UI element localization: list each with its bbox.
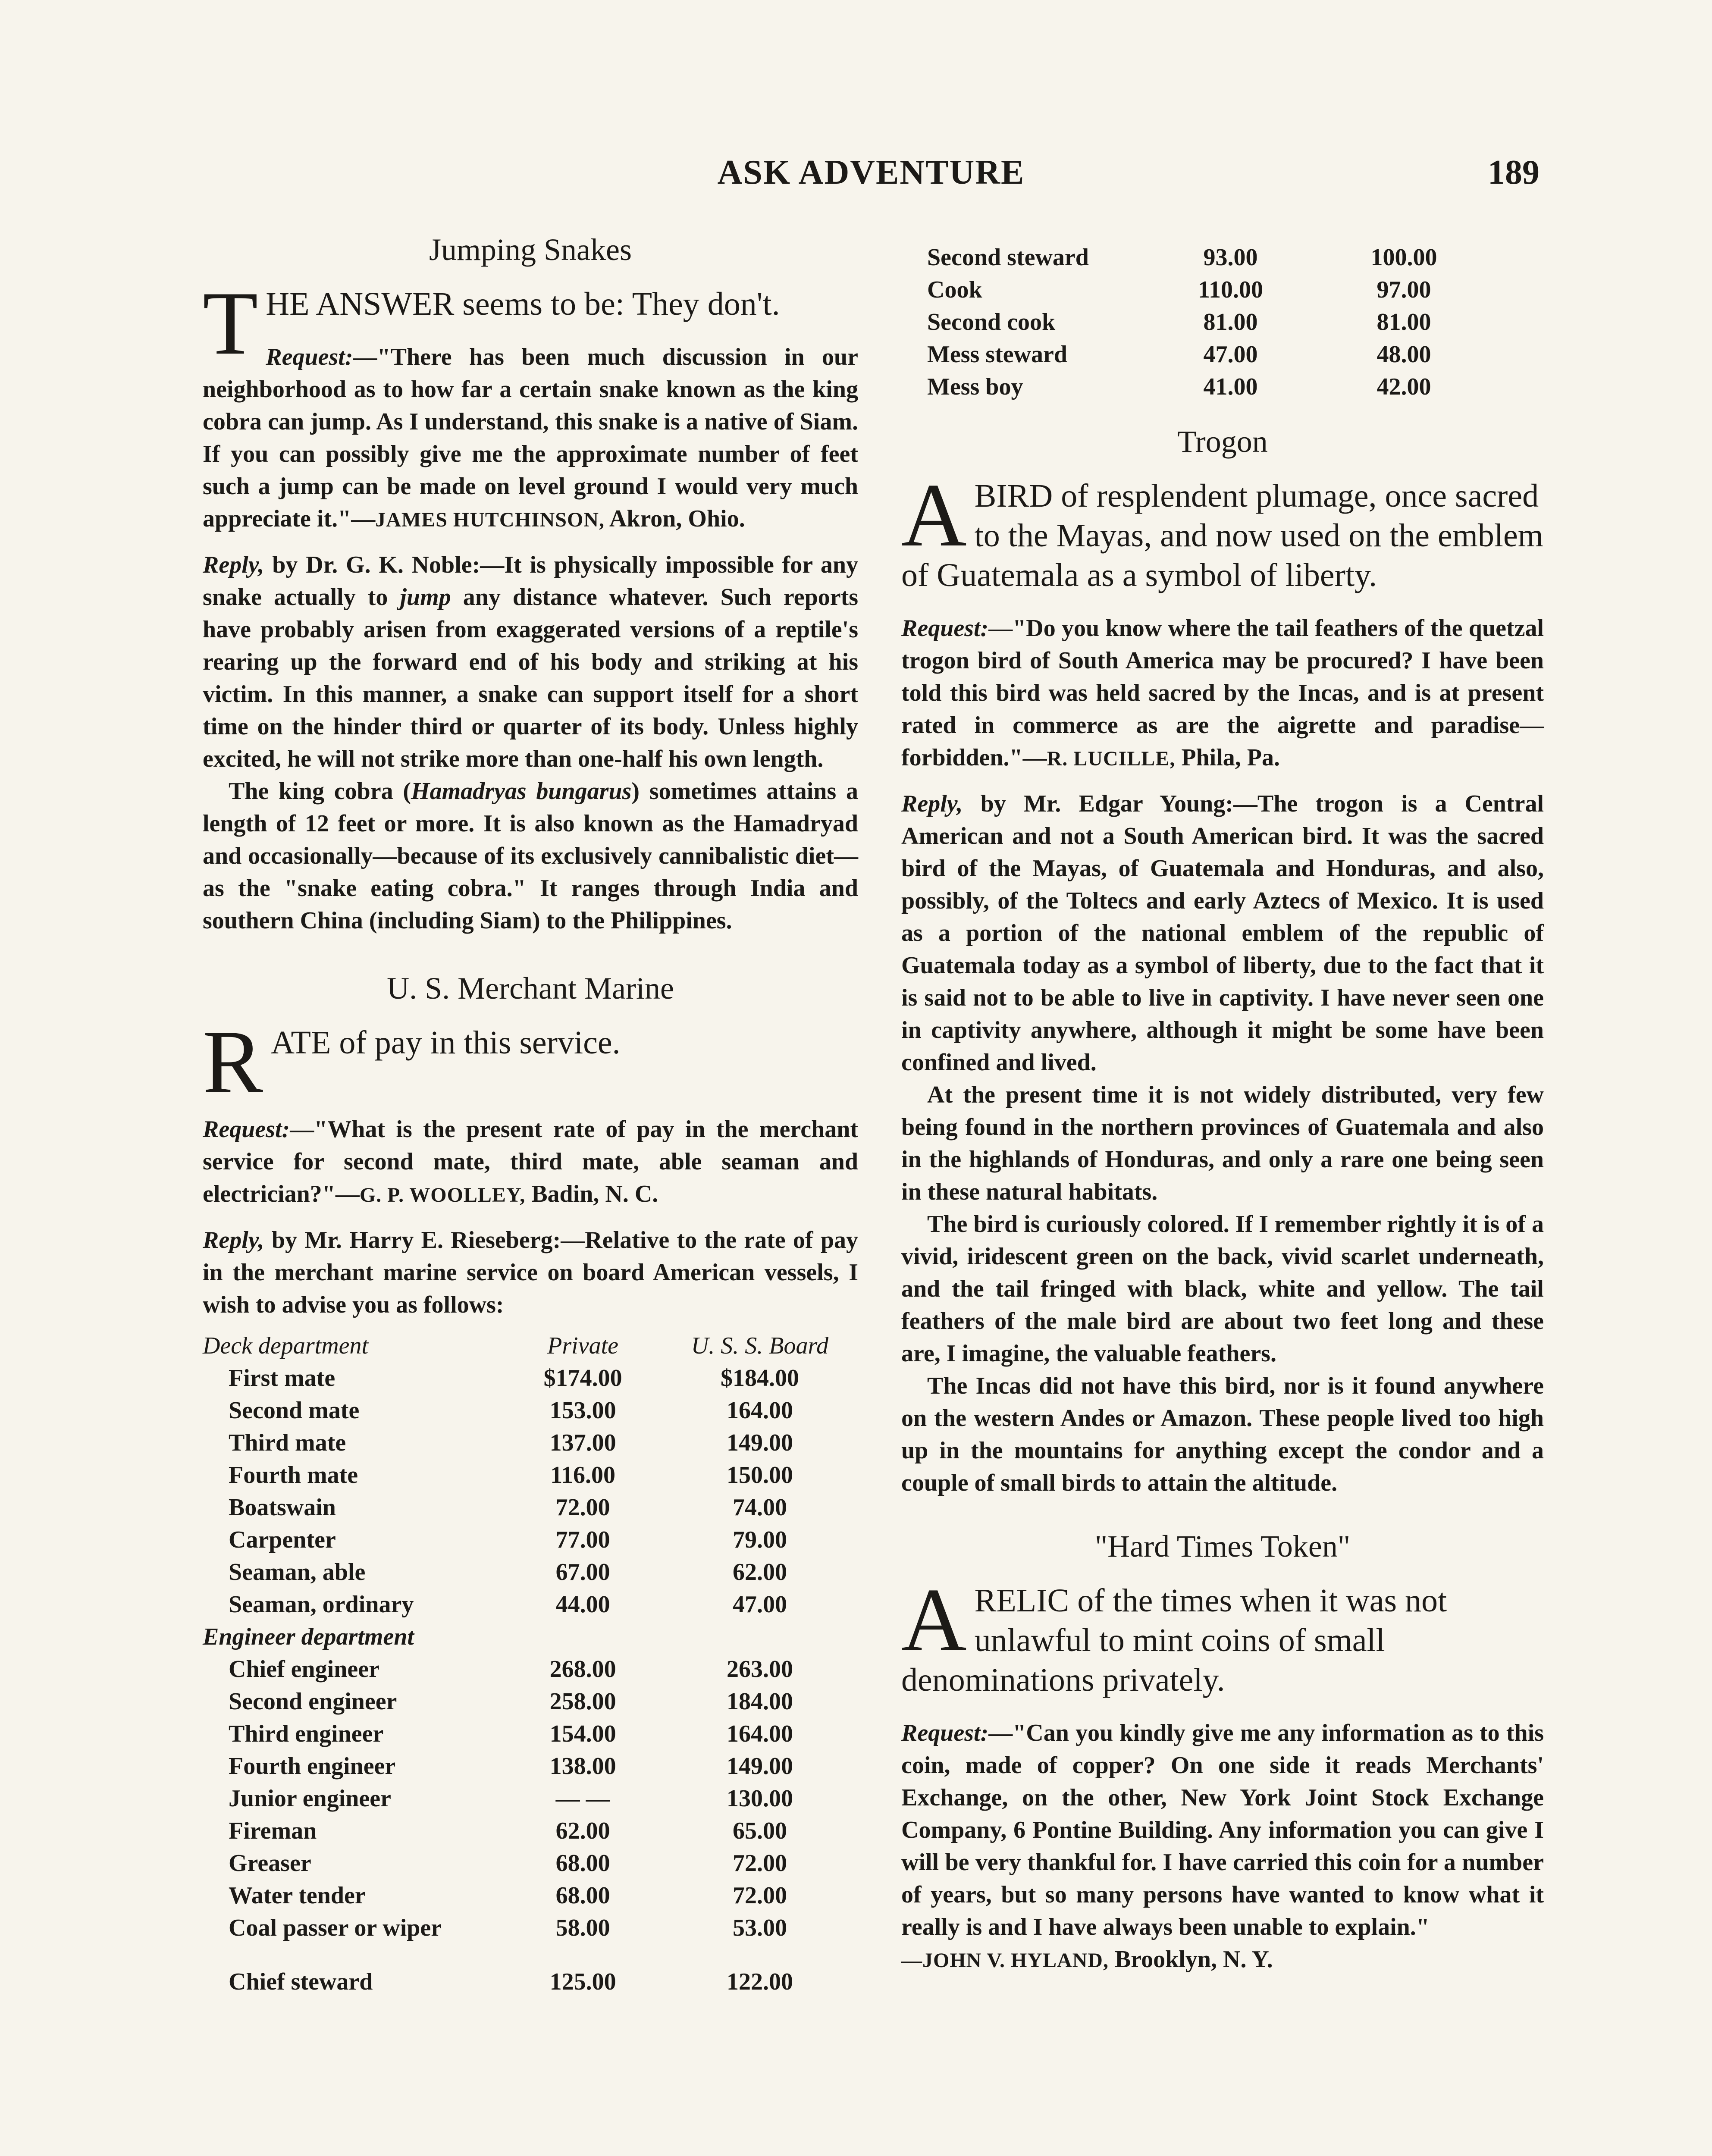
position-cell: First mate: [229, 1365, 336, 1392]
section-heading: U. S. Merchant Marine: [387, 971, 674, 1006]
lead-text: ATE of pay in this service.: [271, 1025, 621, 1061]
table-row: [927, 371, 1505, 403]
private-pay-cell: 268.00: [549, 1656, 616, 1683]
table-row: [203, 1966, 858, 1998]
table-header-row: [203, 1330, 858, 1362]
drop-cap: R: [203, 1012, 263, 1112]
table-row: [203, 1718, 858, 1750]
reply-text: by Mr. Harry E. Rieseberg:—Relative to the rate of pay in the merchant marine service on board American vessels, I wish to advise you as follows:: [203, 1227, 858, 1319]
column-header: Private: [547, 1332, 618, 1360]
private-pay-cell: 138.00: [549, 1753, 616, 1780]
position-cell: Carpenter: [229, 1526, 336, 1554]
table-row: [203, 1362, 858, 1395]
request-text: —"Do you know where the tail feathers of the quetzal trogon bird of South America may be procured? I have been told this bird was held sacred by the Incas, and is at present rated in commerce as are the aigrette and paradise—forbidden."—: [901, 615, 1544, 771]
table-row: [203, 1815, 858, 1847]
position-cell: Mess steward: [927, 341, 1068, 368]
body-paragraph: [203, 775, 858, 937]
request-place: Phila, Pa.: [1181, 744, 1280, 771]
private-pay-cell: 44.00: [555, 1591, 610, 1618]
reply-label: Reply,: [203, 1227, 264, 1254]
board-pay-cell: 100.00: [1370, 244, 1437, 271]
para-text: The king cobra (: [229, 778, 411, 805]
request-text: —"What is the present rate of pay in the merchant service for second mate, third mate, able seaman and electrician?"—: [203, 1116, 858, 1208]
right-column: [901, 241, 1544, 2002]
request-place: Badin, N. C.: [531, 1181, 658, 1208]
column-header: Deck department: [203, 1332, 369, 1360]
position-cell: Second engineer: [229, 1688, 397, 1715]
table-row: [203, 1395, 858, 1427]
drop-cap: A: [901, 465, 967, 566]
private-pay-cell: 68.00: [555, 1850, 610, 1877]
lead-paragraph: [901, 1570, 1544, 1700]
position-cell: Coal passer or wiper: [229, 1915, 442, 1942]
body-paragraph: The bird is curiously colored. If I remember rightly it is of a vivid, iridescent green on the back, vivid scarlet underneath, and the tail fringed with black, white and yellow. The tail feathers of the male bird are about two feet long and these are, I imagine, the valuable feathers.: [901, 1211, 1544, 1367]
board-pay-cell: 42.00: [1376, 373, 1431, 400]
position-cell: Fourth engineer: [229, 1753, 396, 1780]
table-row: [927, 306, 1505, 338]
private-pay-cell: 41.00: [1203, 373, 1258, 400]
private-pay-cell: 154.00: [549, 1720, 616, 1748]
position-cell: Cook: [927, 276, 982, 303]
request-signature: G. P. WOOLLEY,: [359, 1184, 526, 1207]
board-pay-cell: 97.00: [1376, 276, 1431, 303]
private-pay-cell: 62.00: [555, 1818, 610, 1845]
lead-text: RELIC of the times when it was not unlawful to mint coins of small denominations privately.: [901, 1583, 1447, 1698]
position-cell: Mess boy: [927, 373, 1023, 400]
board-pay-cell: 65.00: [732, 1818, 787, 1845]
position-cell: Seaman, ordinary: [229, 1591, 414, 1618]
position-cell: Chief engineer: [229, 1656, 379, 1683]
board-pay-cell: 53.00: [732, 1915, 787, 1942]
private-pay-cell: 116.00: [550, 1462, 616, 1489]
lead-text: BIRD of resplendent plumage, once sacred to the Mayas, and now used on the emblem of Guatemala as a symbol of liberty.: [901, 478, 1543, 594]
board-pay-cell: 164.00: [726, 1720, 793, 1748]
board-pay-cell: 164.00: [726, 1397, 793, 1424]
position-cell: Junior engineer: [229, 1785, 391, 1812]
section-heading: Trogon: [1177, 424, 1268, 459]
signature-line: [901, 1943, 1544, 1977]
request-label: Request:: [266, 344, 353, 371]
board-pay-cell: 184.00: [726, 1688, 793, 1715]
request-signature: —JOHN V. HYLAND,: [901, 1949, 1109, 1972]
table-row: [203, 1880, 858, 1912]
table-row: [203, 1912, 858, 1944]
reply-text-1: by Dr. G. K. Noble:—It is physically impossible for any snake actually to: [203, 552, 858, 611]
table-row: [203, 1750, 858, 1783]
table-row: [203, 1459, 858, 1492]
reply-paragraph: [203, 549, 858, 775]
section-hard-times-token: [901, 1529, 1544, 1977]
request-label: Request:: [901, 1720, 989, 1747]
section-trogon: [901, 425, 1544, 1499]
private-pay-cell: 67.00: [555, 1559, 610, 1586]
engineer-rows: [203, 1653, 858, 1944]
position-cell: Boatswain: [229, 1494, 336, 1521]
request-label: Request:: [203, 1116, 290, 1143]
board-pay-cell: 263.00: [726, 1656, 793, 1683]
table-row: [203, 1783, 858, 1815]
private-pay-cell: — —: [555, 1785, 610, 1812]
request-paragraph: [901, 612, 1544, 775]
private-pay-cell: 68.00: [555, 1882, 610, 1909]
table-row: [927, 274, 1505, 306]
table-row: [203, 1492, 858, 1524]
department-label: Engineer department: [203, 1623, 414, 1651]
board-pay-cell: 149.00: [726, 1753, 793, 1780]
drop-cap: A: [901, 1570, 967, 1670]
request-paragraph: [203, 1113, 858, 1211]
board-pay-cell: 74.00: [732, 1494, 787, 1521]
left-column: [203, 233, 858, 2024]
reply-label: Reply,: [203, 552, 264, 579]
board-pay-cell: 79.00: [732, 1526, 787, 1554]
private-pay-cell: 93.00: [1203, 244, 1258, 271]
position-cell: Second mate: [229, 1397, 360, 1424]
board-pay-cell: 150.00: [726, 1462, 793, 1489]
request-text: —"There has been much discussion in our neighborhood as to how far a certain snake known as the king cobra can jump. As I understand, this snake is a native of Siam. If you can possibly give me the approximate number of feet such a jump can be made on level ground I would very much appreciate it."—: [203, 344, 858, 533]
reply-emphasis: jump: [400, 584, 451, 611]
reply-label: Reply,: [901, 790, 963, 818]
running-title: ASK ADVENTURE: [717, 154, 1025, 191]
request-label: Request:: [901, 615, 989, 642]
reply-paragraph: [203, 1224, 858, 1321]
body-paragraph: At the present time it is not widely distributed, very few being found in the northern provinces of Guatemala and also in the highlands of Honduras, and only a rare one being seen in these natural habitats.: [901, 1081, 1544, 1206]
private-pay-cell: 125.00: [549, 1968, 616, 1996]
position-cell: Third mate: [229, 1429, 346, 1457]
steward-rows: [927, 241, 1505, 403]
request-paragraph: [901, 1717, 1544, 1943]
position-cell: Greaser: [229, 1850, 311, 1877]
private-pay-cell: 58.00: [555, 1915, 610, 1942]
section-heading: "Hard Times Token": [1094, 1529, 1351, 1564]
board-pay-cell: 81.00: [1376, 309, 1431, 335]
board-pay-cell: 72.00: [732, 1882, 787, 1909]
table-row: [203, 1556, 858, 1589]
table-row: [203, 1524, 858, 1556]
table-row: [927, 241, 1505, 274]
lead-paragraph: [901, 465, 1544, 595]
private-pay-cell: 47.00: [1203, 341, 1258, 368]
para-text: ) sometimes attains a length of 12 feet or more. It is also known as the Hamadryad and occasionally—because of its exclusively cannibalistic diet—as the "snake eating cobra." It ranges through India and southern China (including Siam) to the Philippines.: [203, 778, 858, 934]
table-row: [203, 1686, 858, 1718]
board-pay-cell: 130.00: [726, 1785, 793, 1812]
reply-text: by Mr. Edgar Young:—The trogon is a Central American and not a South American bird. It was the sacred bird of the Mayas, of Guatemala and Honduras, and also, possibly, of the Toltecs and early Aztecs of Mexico. It is used as a portion of the national emblem of the republic of Guatemala today as a symbol of liberty, due to the fact that it is said not to be able to live in captivity. I have never seen one in captivity anywhere, although it might be some have been confined and lived.: [901, 790, 1544, 1076]
private-pay-cell: 258.00: [549, 1688, 616, 1715]
request-signature: JAMES HUTCHINSON,: [375, 508, 605, 532]
lead-paragraph: [203, 1012, 858, 1112]
request-text: —"Can you kindly give me any information as to this coin, made of copper? On one side it reads Merchants' Exchange, on the other, New York Joint Stock Exchange Company, 6 Pontine Building. Any information you can give I will be very thankful for. I have carried this coin for a number of years, but so many persons have wanted to know what it really is and I have always been unable to explain.": [901, 1720, 1544, 1941]
board-pay-cell: $184.00: [720, 1365, 799, 1392]
private-pay-cell: 81.00: [1203, 309, 1258, 335]
board-pay-cell: 122.00: [726, 1968, 793, 1996]
table-row: [203, 1653, 858, 1686]
request-paragraph: [203, 341, 858, 536]
position-cell: Water tender: [229, 1882, 366, 1909]
private-pay-cell: 153.00: [549, 1397, 616, 1424]
section-merchant-marine: [203, 971, 858, 1998]
board-pay-cell: 72.00: [732, 1850, 787, 1877]
position-cell: Fireman: [229, 1818, 317, 1845]
position-cell: Third engineer: [229, 1720, 384, 1748]
reply-paragraph: [901, 788, 1544, 1079]
private-pay-cell: 77.00: [555, 1526, 610, 1554]
steward-rows: [203, 1966, 858, 1998]
board-pay-cell: 149.00: [726, 1429, 793, 1457]
table-row: [203, 1589, 858, 1621]
private-pay-cell: 137.00: [549, 1429, 616, 1457]
lead-text: HE ANSWER seems to be: They don't.: [266, 286, 780, 323]
request-place: Akron, Ohio.: [609, 505, 745, 533]
species-name: Hamadryas bungarus: [411, 778, 632, 805]
pay-table-continued: [927, 241, 1505, 403]
private-pay-cell: $174.00: [543, 1365, 622, 1392]
position-cell: Second steward: [927, 244, 1089, 271]
section-heading: Jumping Snakes: [429, 232, 632, 267]
private-pay-cell: 72.00: [555, 1494, 610, 1521]
board-pay-cell: 48.00: [1376, 341, 1431, 368]
position-cell: Second cook: [927, 309, 1056, 335]
table-spacer: [203, 1944, 858, 1966]
reply-text-2: any distance whatever. Such reports have probably arisen from exaggerated versions of a reptile's rearing up the forward end of his body and striking at his victim. In this manner, a snake can support itself for a short time on the hinder third or quarter of its body. Unless highly excited, he will not strike more than one-half his own length.: [203, 584, 859, 773]
department-row: [203, 1621, 858, 1653]
table-row: [203, 1427, 858, 1459]
board-pay-cell: 62.00: [732, 1559, 787, 1586]
pay-table: [203, 1330, 858, 1998]
position-cell: Fourth mate: [229, 1462, 358, 1489]
page-number: 189: [1488, 154, 1540, 191]
page-header: [203, 153, 1540, 205]
position-cell: Seaman, able: [229, 1559, 366, 1586]
table-row: [927, 338, 1505, 371]
private-pay-cell: 110.00: [1198, 276, 1263, 303]
deck-rows: [203, 1362, 858, 1621]
table-row: [203, 1847, 858, 1880]
column-header: U. S. S. Board: [691, 1332, 829, 1360]
board-pay-cell: 47.00: [732, 1591, 787, 1618]
request-place: Brooklyn, N. Y.: [1114, 1946, 1273, 1973]
drop-cap: T: [203, 273, 258, 374]
body-paragraph: The Incas did not have this bird, nor is it found anywhere on the western Andes or Amazon. These people lived too high up in the mountains for anything except the condor and a couple of small birds to attain the altitude.: [901, 1373, 1544, 1497]
request-signature: R. LUCILLE,: [1047, 747, 1176, 771]
position-cell: Chief steward: [229, 1968, 373, 1996]
section-jumping-snakes: [203, 233, 858, 937]
